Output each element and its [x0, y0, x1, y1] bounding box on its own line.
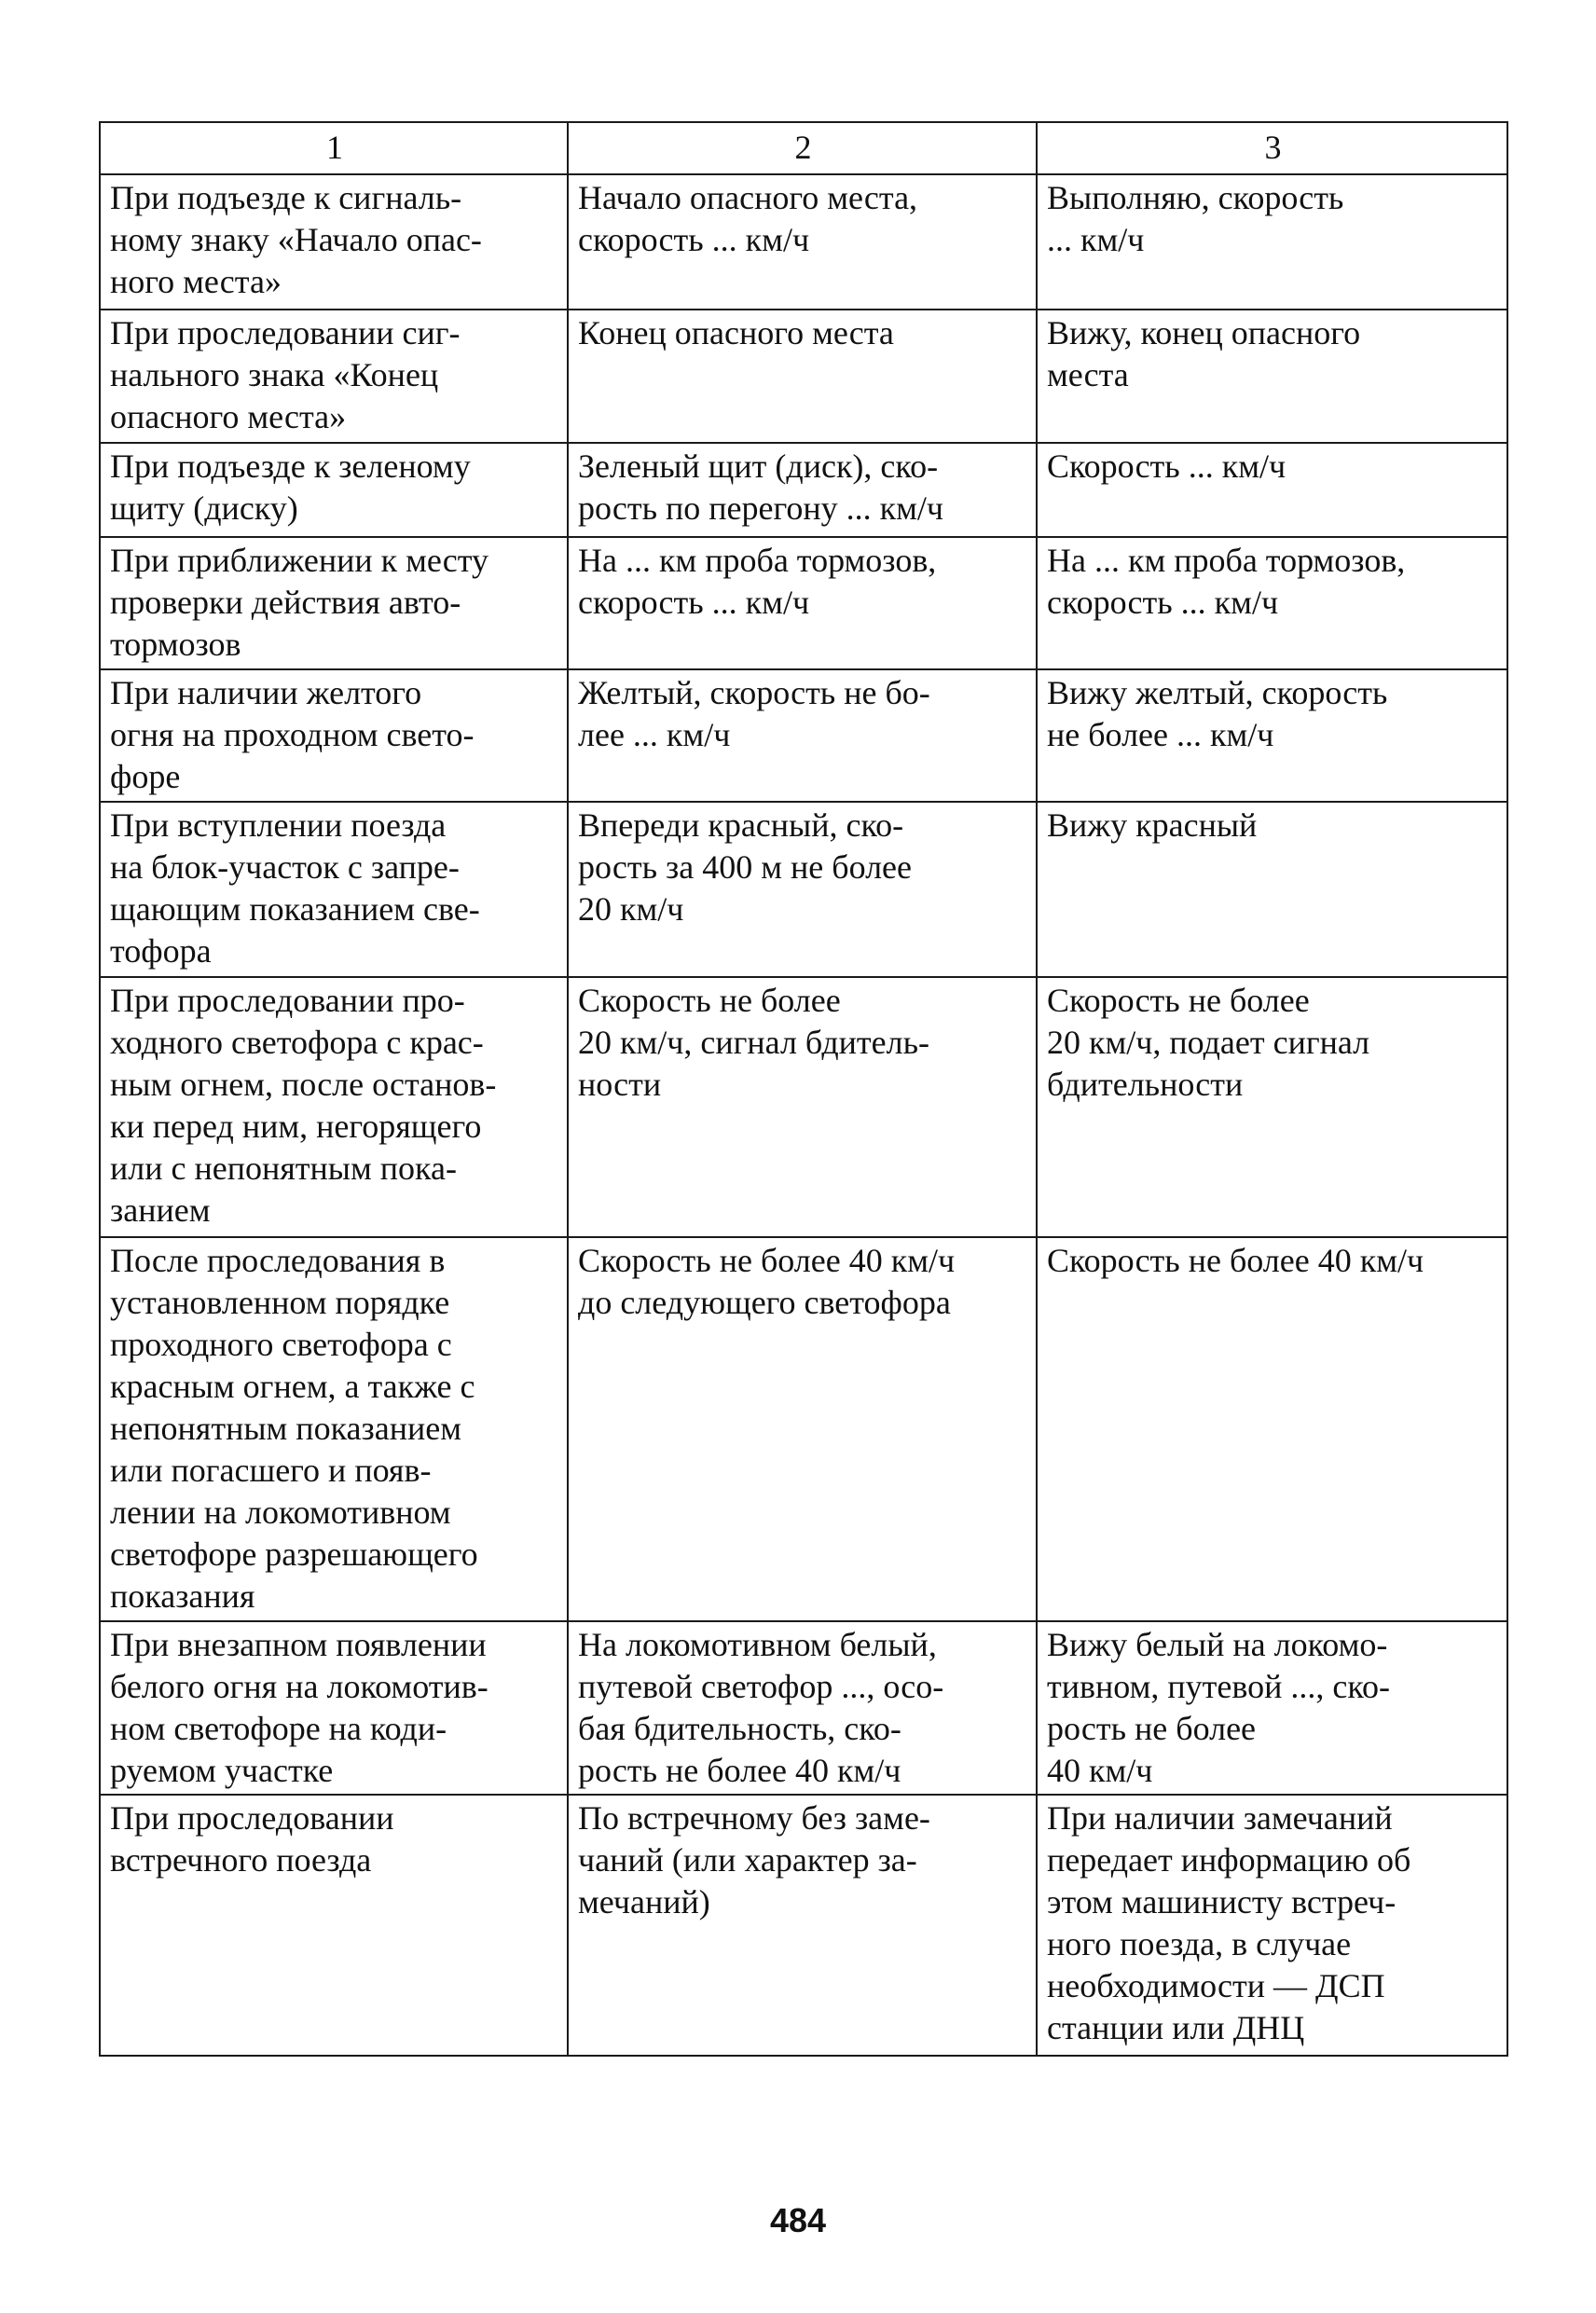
table-row — [100, 537, 1507, 669]
table-row — [100, 1237, 1507, 1621]
table-row — [100, 310, 1507, 443]
table-cell-response: Вижу красный — [1037, 802, 1507, 977]
table-cell-situation: При подъезде к зеленому щиту (диску) — [100, 443, 568, 537]
table-cell-response: На ... км проба тормозов, скорость ... км/ч — [1037, 537, 1507, 669]
table-cell-situation: При проследовании про- ходного светофора с крас- ным огнем, после останов- ки перед ним, негорящего или с непонятным пока- занием — [100, 977, 568, 1237]
table-cell-announcement: Желтый, скорость не бо- лее ... км/ч — [568, 669, 1037, 802]
table-cell-situation: При проследовании сиг- нального знака «Конец опасного места» — [100, 310, 568, 443]
table-cell-announcement: На локомотивном белый, путевой светофор ..., осо- бая бдительность, ско- рость не более 40 км/ч — [568, 1621, 1037, 1795]
table-cell-response: Вижу белый на локомо- тивном, путевой ..., ско- рость не более 40 км/ч — [1037, 1621, 1507, 1795]
table-cell-situation: При наличии желтого огня на проходном свето- форе — [100, 669, 568, 802]
table-cell-response: Выполняю, скорость ... км/ч — [1037, 174, 1507, 310]
table-cell-announcement: Зеленый щит (диск), ско- рость по перегону ... км/ч — [568, 443, 1037, 537]
table-row — [100, 1795, 1507, 2056]
table-row — [100, 669, 1507, 802]
column-header-1: 1 — [100, 122, 568, 174]
table-cell-response: Вижу желтый, скорость не более ... км/ч — [1037, 669, 1507, 802]
table-cell-response: Скорость не более 20 км/ч, подает сигнал бдительности — [1037, 977, 1507, 1237]
table-cell-situation: После проследования в установленном порядке проходного светофора с красным огнем, а также с непонятным показанием или погасшего и появ- лении на локомотивном светофоре разрешающего показания — [100, 1237, 568, 1621]
table-cell-response: Скорость не более 40 км/ч — [1037, 1237, 1507, 1621]
column-header-2: 2 — [568, 122, 1037, 174]
column-header-3: 3 — [1037, 122, 1507, 174]
table-cell-response: Скорость ... км/ч — [1037, 443, 1507, 537]
table-cell-announcement: Начало опасного места, скорость ... км/ч — [568, 174, 1037, 310]
page-number: 484 — [769, 2201, 827, 2239]
table-cell-situation: При вступлении поезда на блок-участок с запре- щающим показанием све- тофора — [100, 802, 568, 977]
table-header-row — [100, 122, 1507, 174]
table-cell-situation: При внезапном появлении белого огня на локомотив- ном светофоре на коди- руемом участке — [100, 1621, 568, 1795]
signals-table — [99, 121, 1508, 2057]
table-cell-announcement: Скорость не более 20 км/ч, сигнал бдитель- ности — [568, 977, 1037, 1237]
table-cell-situation: При проследовании встречного поезда — [100, 1795, 568, 2056]
table-cell-response: Вижу, конец опасного места — [1037, 310, 1507, 443]
table-row — [100, 1621, 1507, 1795]
table-cell-situation: При подъезде к сигналь- ному знаку «Начало опас- ного места» — [100, 174, 568, 310]
table-cell-announcement: Скорость не более 40 км/ч до следующего светофора — [568, 1237, 1037, 1621]
table-cell-announcement: На ... км проба тормозов, скорость ... км/ч — [568, 537, 1037, 669]
table-row — [100, 977, 1507, 1237]
table-cell-announcement: Впереди красный, ско- рость за 400 м не более 20 км/ч — [568, 802, 1037, 977]
table-cell-situation: При приближении к месту проверки действия авто- тормозов — [100, 537, 568, 669]
table-cell-response: При наличии замечаний передает информацию об этом машинисту встреч- ного поезда, в случае необходимости — ДСП станции или ДНЦ — [1037, 1795, 1507, 2056]
table-row — [100, 174, 1507, 310]
table-cell-announcement: Конец опасного места — [568, 310, 1037, 443]
table-row — [100, 802, 1507, 977]
table-cell-announcement: По встречному без заме- чаний (или характер за- мечаний) — [568, 1795, 1037, 2056]
table-row — [100, 443, 1507, 537]
